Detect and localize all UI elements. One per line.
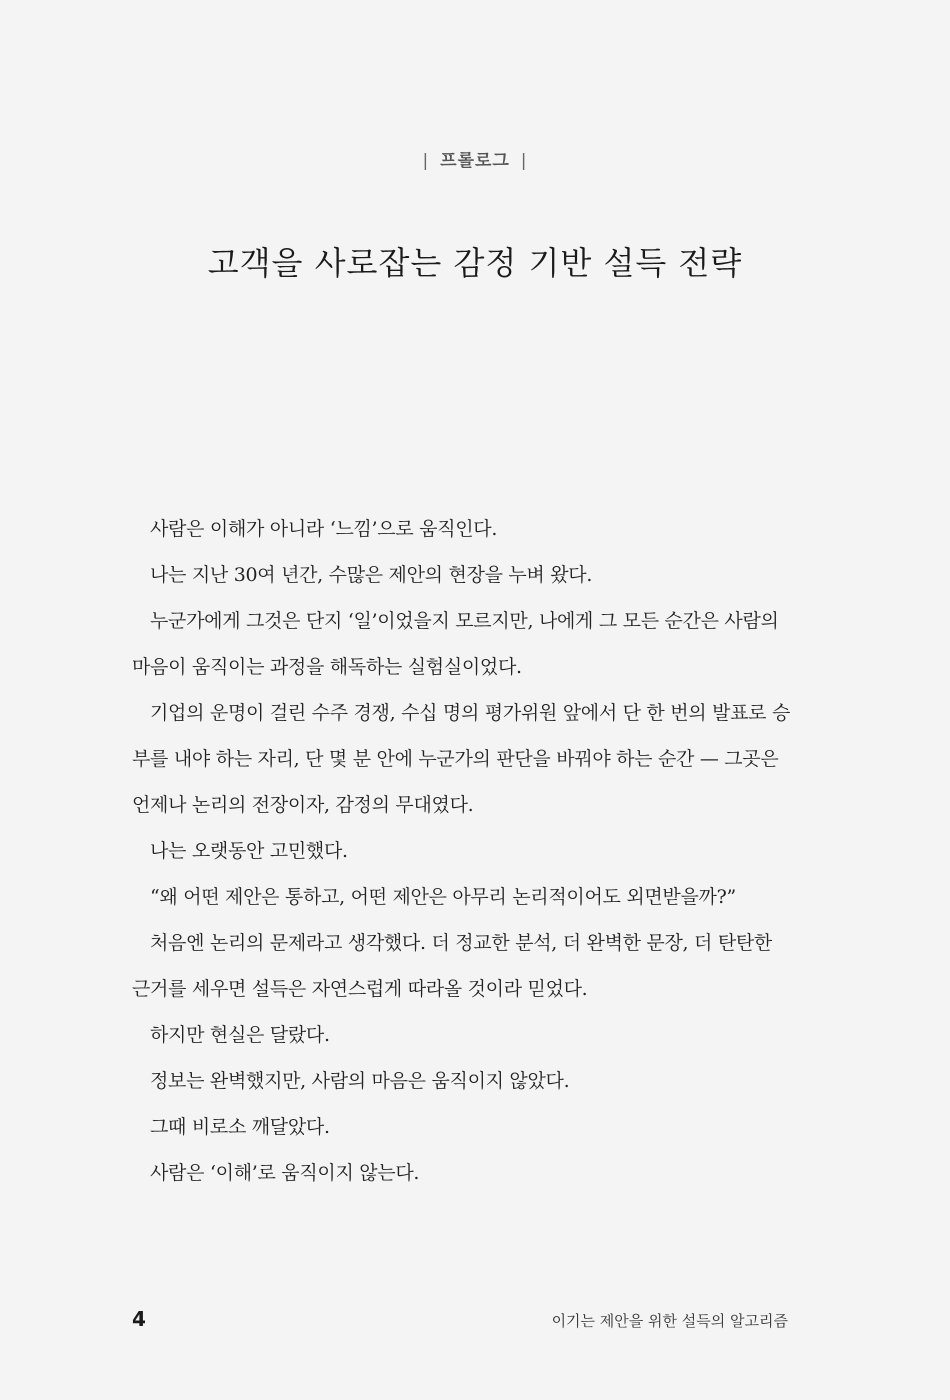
paragraph: 사람은 이해가 아니라 ‘느낌’으로 움직인다. bbox=[150, 518, 498, 540]
section-label-text: 프롤로그 bbox=[440, 151, 510, 171]
paragraph: “왜 어떤 제안은 통하고, 어떤 제안은 아무리 논리적이어도 외면받을까?” bbox=[150, 886, 736, 908]
running-footer-book-title: 이기는 제안을 위한 설득의 알고리즘 bbox=[551, 1312, 788, 1330]
body-text bbox=[132, 506, 792, 1196]
paragraph: 처음엔 논리의 문제라고 생각했다. 더 정교한 분석, 더 완벽한 문장, 더 탄탄한 근거를 세우면 설득은 자연스럽게 따라올 것이라 믿었다. bbox=[132, 932, 772, 1000]
paragraph: 누군가에게 그것은 단지 ‘일’이었을지 모르지만, 나에게 그 모든 순간은 사람의 마음이 움직이는 과정을 해독하는 실험실이었다. bbox=[132, 610, 779, 678]
section-label-bar-right: | bbox=[520, 151, 528, 171]
paragraph: 기업의 운명이 걸린 수주 경쟁, 수십 명의 평가위원 앞에서 단 한 번의 발표로 승부를 내야 하는 자리, 단 몇 분 안에 누군가의 판단을 바꿔야 하는 순간 — 그곳은 언제나 논리의 전장이자, 감정의 무대였다. bbox=[132, 702, 791, 816]
section-label-bar-left: | bbox=[422, 151, 430, 171]
paragraph: 하지만 현실은 달랐다. bbox=[150, 1024, 330, 1046]
paragraph: 그때 비로소 깨달았다. bbox=[150, 1116, 330, 1138]
section-label bbox=[0, 146, 950, 171]
paragraph: 사람은 ‘이해’로 움직이지 않는다. bbox=[150, 1162, 420, 1184]
paragraph: 나는 지난 30여 년간, 수많은 제안의 현장을 누벼 왔다. bbox=[150, 564, 593, 586]
paragraph: 정보는 완벽했지만, 사람의 마음은 움직이지 않았다. bbox=[150, 1070, 570, 1092]
chapter-title: 고객을 사로잡는 감정 기반 설득 전략 bbox=[207, 244, 743, 282]
page-number: 4 bbox=[132, 1307, 146, 1331]
paragraph: 나는 오랫동안 고민했다. bbox=[150, 840, 348, 862]
